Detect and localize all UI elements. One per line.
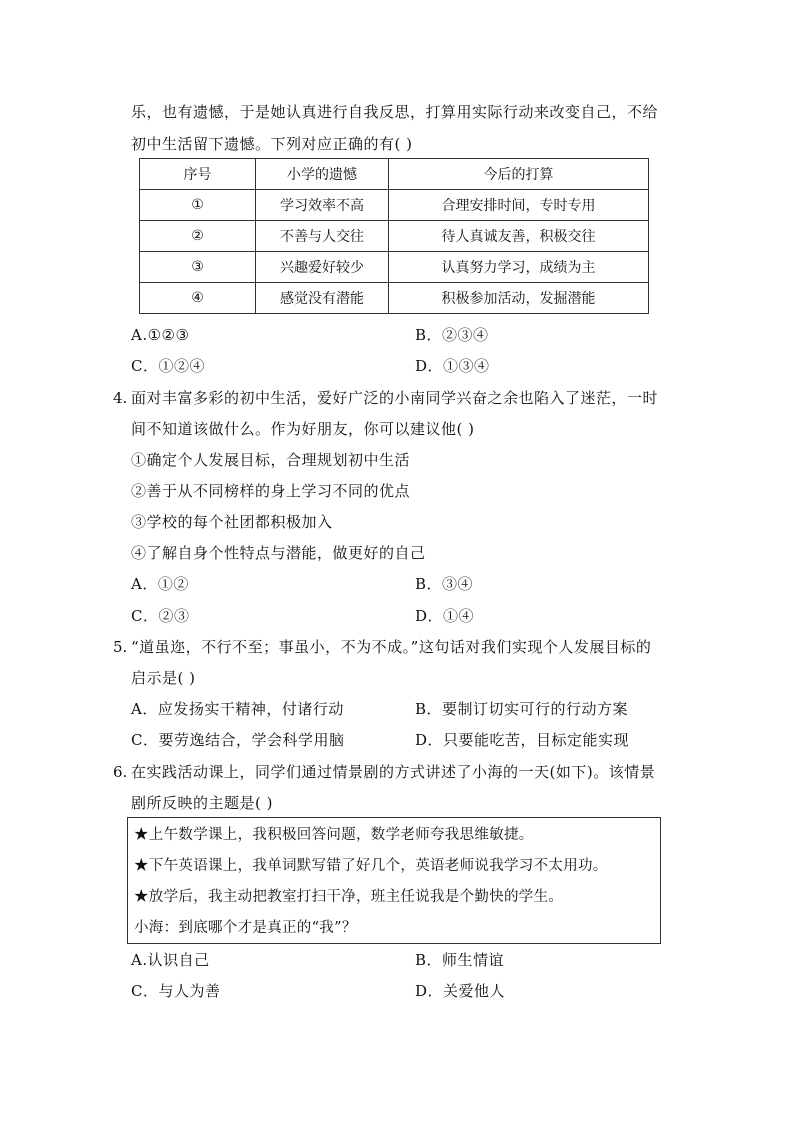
table-cell: 待人真诚友善，积极交往 (389, 221, 649, 252)
table-cell: ④ (140, 283, 256, 314)
scenario-line-1: ★上午数学课上，我积极回答问题，数学老师夸我思维敏捷。 (134, 827, 534, 843)
scenario-line-4: 小海：到底哪个才是真正的“我”？ (134, 920, 357, 936)
q3-table (139, 158, 649, 314)
q4-option-b[interactable]: B．③④ (415, 575, 474, 593)
q5-text-line-1: “道虽迩，不行不至；事虽小，不为不成。”这句话对我们实现个人发展目标的 (131, 638, 652, 656)
q3-text-line-1: 乐，也有遗憾，于是她认真进行自我反思，打算用实际行动来改变自己，不给 (131, 103, 659, 121)
q4-text-line-1: 面对丰富多彩的初中生活，爱好广泛的小南同学兴奋之余也陷入了迷茫，一时 (131, 389, 659, 407)
table-cell: ② (140, 221, 256, 252)
q5-option-d[interactable]: D．只要能吃苦，目标定能实现 (415, 731, 630, 749)
q5-number: 5. (113, 638, 128, 656)
table-cell: 感觉没有潜能 (256, 283, 389, 314)
q6-text-line-2: 剧所反映的主题是( ) (131, 794, 273, 812)
q3-option-c[interactable]: C．①②④ (131, 357, 205, 375)
scenario-line-2: ★下午英语课上，我单词默写错了好几个，英语老师说我学习不太用功。 (134, 858, 608, 874)
table-header-cell: 序号 (140, 159, 256, 190)
q3-text-line-2: 初中生活留下遗憾。下列对应正确的有( ) (131, 135, 413, 153)
q5-option-a[interactable]: A．应发扬实干精神，付诸行动 (131, 700, 344, 718)
q6-number: 6. (113, 763, 128, 781)
q6-scenario-box (127, 817, 661, 944)
q4-option-c[interactable]: C．②③ (131, 607, 190, 625)
q4-text-line-2: 间不知道该做什么。作为好朋友，你可以建议他( ) (131, 420, 475, 438)
q6-option-c[interactable]: C．与人为善 (131, 982, 221, 1000)
table-header-cell: 小学的遗憾 (256, 159, 389, 190)
table-row (140, 221, 649, 252)
table-header-cell: 今后的打算 (389, 159, 649, 190)
q6-option-b[interactable]: B．师生情谊 (415, 951, 505, 969)
q4-option-d[interactable]: D．①④ (415, 607, 475, 625)
scenario-line-3: ★放学后，我主动把教室打扫干净，班主任说我是个勤快的学生。 (134, 889, 564, 905)
table-cell: 认真努力学习，成绩为主 (389, 252, 649, 283)
q4-item-1: ①确定个人发展目标，合理规划初中生活 (131, 451, 411, 469)
table-cell: 学习效率不高 (256, 190, 389, 221)
table-cell: ① (140, 190, 256, 221)
q3-option-b[interactable]: B．②③④ (415, 326, 489, 344)
q4-number: 4. (113, 389, 128, 407)
q4-item-4: ④了解自身个性特点与潜能，做更好的自己 (131, 544, 426, 562)
q6-option-a[interactable]: A.认识自己 (131, 951, 210, 969)
table-row (140, 283, 649, 314)
table-cell: 不善与人交往 (256, 221, 389, 252)
table-header-row (140, 159, 649, 190)
q3-option-a[interactable]: A.①②③ (131, 326, 190, 344)
table-cell: 兴趣爱好较少 (256, 252, 389, 283)
table-cell: ③ (140, 252, 256, 283)
q3-option-d[interactable]: D．①③④ (415, 357, 490, 375)
table-cell: 积极参加活动，发掘潜能 (389, 283, 649, 314)
q4-item-3: ③学校的每个社团都积极加入 (131, 513, 333, 531)
q5-option-c[interactable]: C．要劳逸结合，学会科学用脑 (131, 731, 345, 749)
table-cell: 合理安排时间，专时专用 (389, 190, 649, 221)
q6-text-line-1: 在实践活动课上，同学们通过情景剧的方式讲述了小海的一天(如下)。该情景 (131, 763, 656, 781)
q4-option-a[interactable]: A．①② (131, 575, 189, 593)
q4-item-2: ②善于从不同榜样的身上学习不同的优点 (131, 482, 411, 500)
table-row (140, 252, 649, 283)
q5-option-b[interactable]: B．要制订切实可行的行动方案 (415, 700, 629, 718)
q6-option-d[interactable]: D．关爱他人 (415, 982, 506, 1000)
q5-text-line-2: 启示是( ) (131, 669, 196, 687)
table-row (140, 190, 649, 221)
